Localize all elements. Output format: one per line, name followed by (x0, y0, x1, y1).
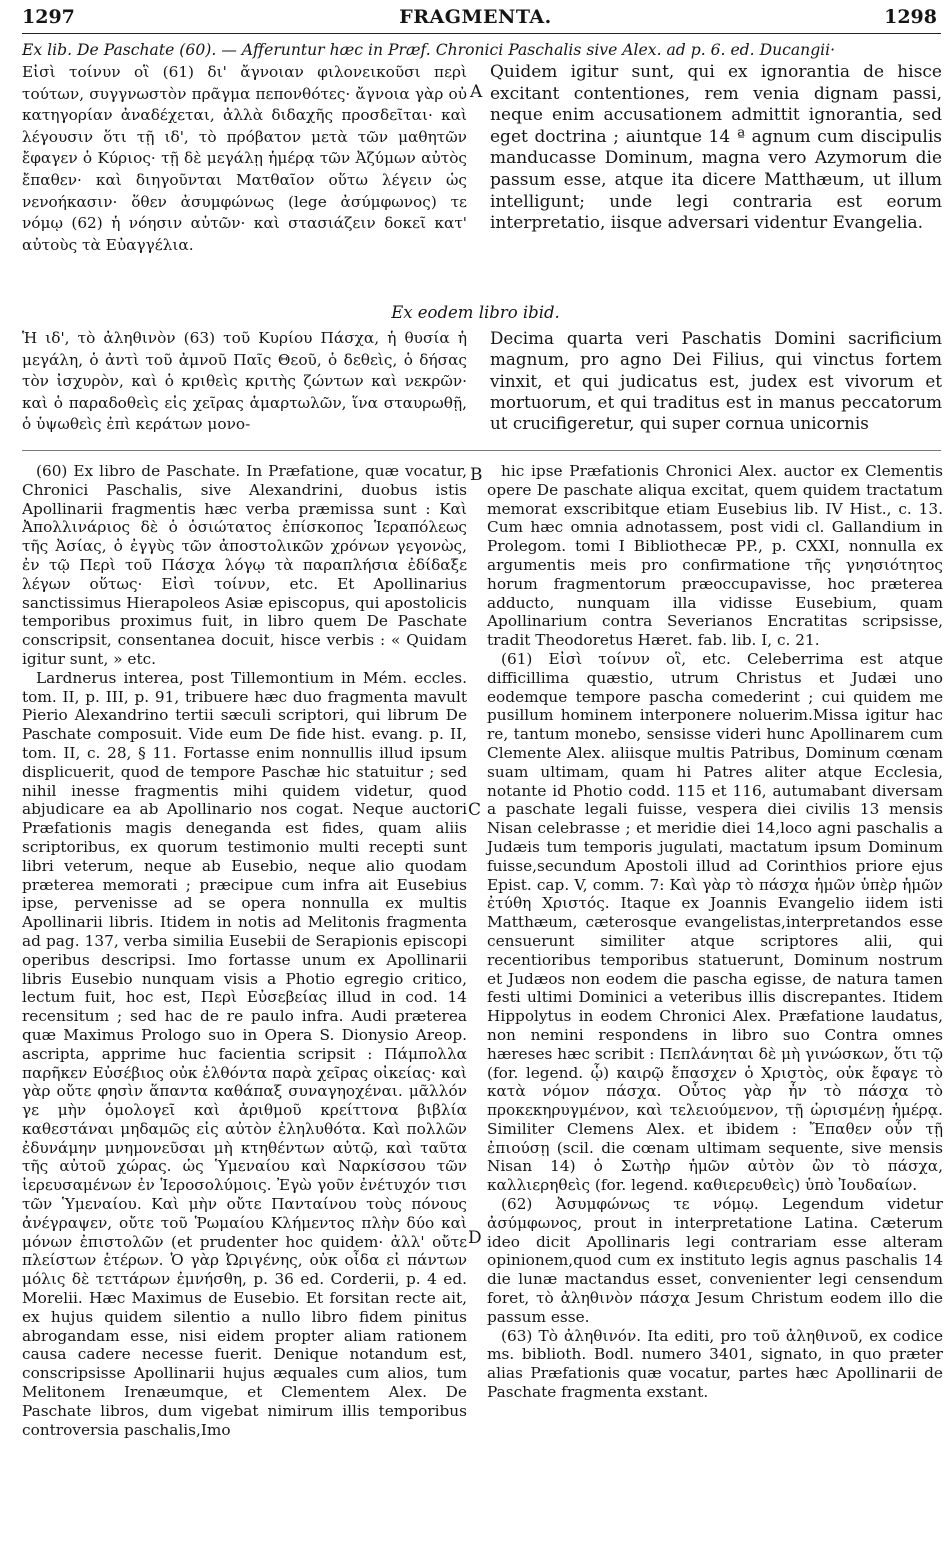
running-title: FRAGMENTA. (399, 6, 552, 28)
margin-letter-c: C (468, 800, 482, 820)
greek-fragment-1 (22, 62, 467, 256)
section-caption: Ex eodem libro ibid. (391, 303, 560, 322)
footnote-62: (62) Ἀσυμφώνως τε νόμῳ. Legendum videtur ἀσύμφωνος, prout in interpretatione Latina. Cæterum ideo dicit Apollinaris legi contrariam esse alteram opinionem,quod cum ex instituto legis agnus paschalis 14 die lunæ mactandus esset, convenienter legi censendum foret, τὸ ἀληθινὸν πάσχα Jesum Christum eodem illo die passum esse. (487, 1195, 943, 1326)
margin-letter-b: B (470, 465, 483, 485)
page-number-left: 1297 (22, 6, 75, 28)
latin-text-2: Decima quarta veri Paschatis Domini sacrificium magnum, pro agno Dei Filius, qui vinctus fortem vinxit, et qui judicatus est, judex est vivorum et mortuorum, et qui traditus est in manus peccatorum ut crucifigeretur, qui super cornua unicornis (490, 328, 942, 434)
margin-letter-d: D (468, 1228, 482, 1248)
source-caption: Ex lib. De Paschate (60). — Afferuntur hæc in Præf. Chronici Paschalis sive Alex. ad p. 6. ed. Ducangii· (22, 41, 836, 59)
greek-text-2: Ἡ ιδ', τὸ ἀληθινὸν (63) τοῦ Κυρίου Πάσχα, ἡ θυσία ἡ μεγάλη, ὁ ἀντὶ τοῦ ἀμνοῦ Παῖς Θεοῦ, ὁ δεθεὶς, ὁ δήσας τὸν ἰσχυρὸν, καὶ ὁ κριθεὶς κριτὴς ζώντων καὶ νεκρῶν· καὶ ὁ παραδοθεὶς εἰς χεῖρας ἁμαρτωλῶν, ἵνα σταυρωθῇ, ὁ ὑψωθεὶς ἐπὶ κεράτων μονο- (22, 329, 467, 434)
footnote-60-continued: Lardnerus interea, post Tillemontium in Mém. eccles. tom. II, p. III, p. 91, tribuere hæc duo fragmenta mavult Pierio Alexandrino tertii sæculi scriptori, qui librum De Paschate composuit. Vide eum De fide hist. evang. p. II, tom. II, c. 28, § 11. Fortasse enim nonnullis illud ipsum displicuerit, quod de tempore Paschæ hic statuitur ; sed nihil inesse fragmentis mihi quidem videtur, quod abjudicare ea ab Apollinario nos cogat. Neque auctori Præfationis magis deneganda est fides, quam aliis scriptoribus, ex quorum testimonio multi recepti sunt libri veterum, neque ab Eusebio, neque alio quodam præterea memorati ; præcipue cum infra ait Eusebius ipse, pervenisse ad se opera nonnulla ex multis Apollinarii libris. Itidem in notis ad Melitonis fragmenta ad pag. 137, verba similia Eusebii de Serapionis episcopi operibus descripsi. Imo fortasse unum ex Apollinarii libris Eusebio nunquam visis a Photio egregio critico, lectum fuit, hoc est, Περὶ Εὐσεβείας illud in cod. 14 recensitum ; sed hac de re paulo infra. Audi præterea quæ Maximus Prologo suo in Opera S. Dionysio Areop. ascripta, apprime huc facientia scripsit : Πάμπολλα παρῆκεν Εὐσέβιος οὐκ ἐλθόντα παρὰ χεῖρας οἰκείας· καὶ γὰρ οὔτε φησὶν ἅπαντα καθάπαξ συναγηοχέναι. μᾶλλόν γε μὴν ὁμολογεῖ καὶ ἀριθμοῦ κρείττονα βιβλία καθεστάναι μηδαμῶς εἰς αὐτὸν ἐληλυθότα. Καὶ πολλῶν ἐδυνάμην μνημονεῦσαι μὴ κτηθέντων αὐτῷ, καὶ ταῦτα τῆς αὐτοῦ χώρας. ὡς Ὑμεναίου καὶ Ναρκίσσου τῶν ἱερευσαμένων ἐν Ἱεροσολύμοις. Ἐγὼ γοῦν ἐνέτυχόν τισι τῶν Ὑμεναίου. Καὶ μὴν οὔτε Πανταίνου τοὺς πόνους ἀνέγραψεν, οὔτε τοῦ Ῥωμαίου Κλήμεντος πλὴν δύο καὶ μόνων ἐπιστολῶν (et prudenter hoc quidem· ἀλλ' οὔτε πλείστων ἑτέρων. Ὁ γὰρ Ὠριγένης, οὐκ οἶδα εἰ πάντων μόλις δὲ τεττάρων ἐμνήσθη, p. 36 ed. Corderii, p. 4 ed. Morelii. Hæc Maximus de Eusebio. Et forsitan recte ait, ex hujus quidem silentio a nullo libro fidem pinitus abrogandam esse, nisi eidem propter aliam rationem causa cadere necesse fuerit. Denique notandum est, conscripsisse Apollinarii hujus æquales cum alios, tum Melitonem Irenæumque, et Clementem Alex. De Paschate libros, dum vigebat nimirum illis temporibus controversia paschalis,Imo (22, 668, 467, 1439)
greek-text-1: Εἰσὶ τοίνυν οἳ (61) δι' ἄγνοιαν φιλονεικοῦσι περὶ τούτων, συγγνωστὸν πρᾶγμα πεπονθότες· ἄγνοια γὰρ οὐ κατηγορίαν ἀναδέχεται, ἀλλὰ διδαχῆς προσδεῖται· καὶ λέγουσιν ὅτι τῇ ιδ', τὸ πρόβατον μετὰ τῶν μαθητῶν ἔφαγεν ὁ Κύριος· τῇ δὲ μεγάλῃ ἡμέρᾳ τῶν Ἀζύμων αὐτὸς ἔπαθεν· καὶ διηγοῦνται Ματθαῖον οὕτω λέγειν ὡς νενοήκασιν· ὅθεν ἀσυμφώνως (lege ἀσύμφωνος) τε νόμῳ (62) ἡ νόησιν αὐτῶν· καὶ στασιάζειν δοκεῖ κατ' αὐτοὺς τὰ Εὐαγγέλια. (22, 63, 467, 254)
footnote-60: (60) Ex libro de Paschate. In Præfatione, quæ vocatur, Chronici Paschalis, sive Alexandrini, duobus istis Apollinarii fragmentis hæc verba præmissa sunt : Καὶ Ἀπολλινάριος δὲ ὁ ὁσιώτατος ἐπίσκοπος Ἱεραπόλεως τῆς Ἀσίας, ὁ ἐγγὺς τῶν ἀποστολικῶν χρόνων γεγονὼς, ἐν τῷ Περὶ τοῦ Πάσχα λόγῳ τὰ παραπλήσια ἐδίδαξε λέγων οὕτως· Εἰσὶ τοίνυν, etc. Et Apollinarius sanctissimus Hierapoleos Asiæ episcopus, qui apostolicis temporibus proximus fuit, in libro quem De Paschate conscripsit, consentanea docuit, hisce verbis : « Quidam igitur sunt, » etc. (22, 462, 467, 668)
latin-translation-2 (490, 328, 942, 435)
footnotes-right-column (487, 462, 943, 1402)
notes-divider (22, 450, 941, 451)
footnote-63: (63) Τὸ ἀληθινόν. Ita editi, pro τοῦ ἀληθινοῦ, ex codice ms. biblioth. Bodl. numero 3401, signato, in quo præter alias Præfationis quæ vocatur, partes hæc Apollinarii de Paschate fragmenta exstant. (487, 1326, 943, 1402)
latin-text-1: Quidem igitur sunt, qui ex ignorantia de hisce excitant contentiones, rem venia dignam passi, neque enim accusationem admittit ignorantia, sed eget doctrina ; aiuntque 14 ª agnum cum discipulis manducasse Dominum, magna vero Azymorum die passum esse, atque ita dicere Matthæum, ut illum intelligunt; unde legi contraria est eorum interpretatio, iisque adversari videntur Evangelia. (490, 62, 942, 234)
greek-fragment-2 (22, 328, 467, 436)
header-rule (22, 33, 941, 34)
footnote-60-tail: hic ipse Præfationis Chronici Alex. auctor ex Clementis opere De paschate aliqua excitat, quem quidem tractatum memorat exscribitque etiam Eusebius lib. IV Hist., c. 13. Cum hæc omnia adnotassem, post vidi cl. Gallandium in Prolegom. tomi I Bibliothecæ PP., p. CXXI, nonnulla ex argumentis meis pro confirmatione τῆς γνησιότητος horum fragmentorum præoccupavisse, hoc præterea adducto, nunquam illa vidisse Eusebium, quam Apollinarium contra Severianos Encratitas scripsisse, tradit Theodoretus Hæret. fab. lib. I, c. 21. (487, 462, 943, 650)
footnote-61: (61) Εἰσὶ τοίνυν οἳ, etc. Celeberrima est atque difficillima quæstio, utrum Christus et Judæi uno eodemque tempore pascha comederint ; cui quidem me pusillum hominem interponere noluerim.Missa igitur hac re, tantum monebo, sensisse videri hunc Apollinarem cum Clemente Alex. aliisque multis Patribus, Dominum cœnam suam ultimam, quam hi Patres aliter atque Ecclesia, notante id Photio codd. 115 et 116, autumabant diversam a paschate legali fuisse, vespera diei civilis 13 mensis Nisan celebrasse ; et meridie diei 14,loco agni paschalis a Judæis tum temporis jugulati, mactatum ipsum Dominum fuisse,secundum Apostoli illud ad Corinthios priore ejus Epist. cap. V, comm. 7: Καὶ γὰρ τὸ πάσχα ἡμῶν ὑπὲρ ἡμῶν ἐτύθη Χριστός. Itaque ex Joannis Evangelio iidem isti Matthæum, cæterosque evangelistas,interpretandos esse censuerunt similiter atque scriptores alii, qui recentioribus temporibus statuerunt, Dominum nostrum et Judæos non eodem die pascha egisse, de natura tamen festi ultimi Dominici a veteribus illis discrepantes. Itidem Hippolytus in eodem Chronici Alex. Præfatione laudatus, non nemini respondens in libro suo Contra omnes hæreses hæc scribit : Πεπλάνηται δὲ μὴ γινώσκων, ὅτι τῷ (for. legend. ᾧ) καιρῷ ἔπασχεν ὁ Χριστὸς, οὐκ ἔφαγε τὸ κατὰ νόμον πάσχα. Οὗτος γὰρ ἦν τὸ πάσχα τὸ προκεκηρυγμένον, καὶ τελειούμενον, τῇ ὡρισμένῃ ἡμέρᾳ. Similiter Clemens Alex. et ibidem : Ἔπαθεν οὖν τῇ ἐπιούσῃ (scil. die cœnam ultimam sequente, sive mensis Nisan 14) ὁ Σωτὴρ ἡμῶν αὐτὸν ὢν τὸ πάσχα, καλλιερηθεὶς (for. legend. καθιερευθεὶς) ὑπὸ Ἰουδαίων. (487, 649, 943, 1195)
margin-letter-a: A (470, 82, 483, 102)
page-number-right: 1298 (884, 6, 937, 28)
latin-translation-1 (490, 62, 942, 235)
footnotes-left-column (22, 462, 467, 1439)
